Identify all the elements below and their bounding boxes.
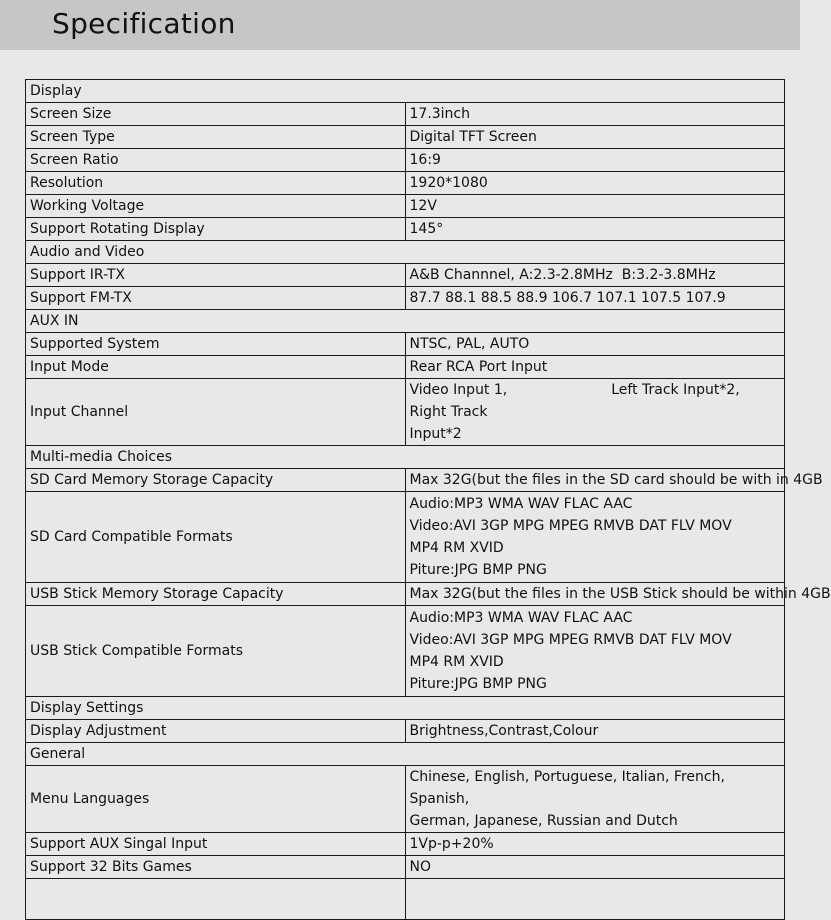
table-row: [26, 356, 785, 379]
working-voltage-value: 12V: [405, 195, 785, 218]
screen-type-label: Screen Type: [26, 126, 406, 149]
fm-tx-label: Support FM-TX: [26, 287, 406, 310]
sd-capacity-value: Max 32G(but the files in the SD card should be with in 4GB: [405, 469, 785, 492]
table-row: [26, 149, 785, 172]
usb-formats-audio: Audio:MP3 WMA WAV FLAC AAC: [409, 610, 633, 626]
ir-tx-label: Support IR-TX: [26, 264, 406, 287]
section-multimedia: Multi-media Choices: [26, 446, 785, 469]
input-channel-video: Video Input 1,: [409, 382, 508, 398]
section-general: General: [26, 743, 785, 766]
aux-signal-label: Support AUX Singal Input: [26, 833, 406, 856]
usb-capacity-value: Max 32G(but the files in the USB Stick should be within 4GB: [405, 583, 785, 606]
menu-languages-line-2: German, Japanese, Russian and Dutch: [409, 813, 678, 829]
table-row: [26, 333, 785, 356]
section-display-settings: Display Settings: [26, 697, 785, 720]
section-row: [26, 446, 785, 469]
table-row: [26, 492, 785, 583]
working-voltage-label: Working Voltage: [26, 195, 406, 218]
menu-languages-label: Menu Languages: [26, 766, 406, 833]
specification-table: [25, 79, 831, 920]
supported-system-label: Supported System: [26, 333, 406, 356]
input-channel-line-2: Input*2: [409, 426, 462, 442]
table-row: [26, 195, 785, 218]
section-row: [26, 80, 785, 103]
input-channel-tracks: Left Track Input*2, Right Track: [409, 382, 740, 420]
table-row: [26, 379, 785, 446]
table-row: [26, 606, 785, 697]
table-row: [26, 856, 785, 879]
sd-formats-audio: Audio:MP3 WMA WAV FLAC AAC: [409, 496, 633, 512]
input-channel-label: Input Channel: [26, 379, 406, 446]
table-row: [26, 287, 785, 310]
section-display: Display: [26, 80, 785, 103]
games-label: Support 32 Bits Games: [26, 856, 406, 879]
display-adjustment-value: Brightness,Contrast,Colour: [405, 720, 785, 743]
usb-formats-video: Video:AVI 3GP MPG MPEG RMVB DAT FLV MOV: [409, 632, 732, 648]
sd-formats-value: [405, 492, 785, 583]
resolution-label: Resolution: [26, 172, 406, 195]
screen-size-value: 17.3inch: [405, 103, 785, 126]
input-channel-value: [405, 379, 785, 446]
rotating-display-value: 145°: [405, 218, 785, 241]
sd-formats-video-2: MP4 RM XVID: [409, 540, 504, 556]
ir-tx-value: A&B Channnel, A:2.3-2.8MHz B:3.2-3.8MHz: [405, 264, 785, 287]
usb-formats-video-2: MP4 RM XVID: [409, 654, 504, 670]
supported-system-value: NTSC, PAL, AUTO: [405, 333, 785, 356]
screen-type-value: Digital TFT Screen: [405, 126, 785, 149]
table-row: [26, 218, 785, 241]
resolution-value: 1920*1080: [405, 172, 785, 195]
header-bar: [0, 0, 800, 50]
usb-formats-label: USB Stick Compatible Formats: [26, 606, 406, 697]
screen-size-label: Screen Size: [26, 103, 406, 126]
screen-ratio-value: 16:9: [405, 149, 785, 172]
table-row: [26, 720, 785, 743]
fm-tx-value: 87.7 88.1 88.5 88.9 106.7 107.1 107.5 107.9: [405, 287, 785, 310]
section-row: [26, 310, 785, 333]
usb-formats-value: [405, 606, 785, 697]
section-aux-in: AUX IN: [26, 310, 785, 333]
rotating-display-label: Support Rotating Display: [26, 218, 406, 241]
input-channel-line-1: [410, 379, 781, 423]
table-row: [26, 172, 785, 195]
table-row: [26, 766, 785, 833]
aux-signal-value: 1Vp-p+20%: [405, 833, 785, 856]
table-row: [26, 833, 785, 856]
table-row: [26, 264, 785, 287]
menu-languages-value: [405, 766, 785, 833]
input-mode-label: Input Mode: [26, 356, 406, 379]
screen-ratio-label: Screen Ratio: [26, 149, 406, 172]
footer-cell-left: [26, 879, 406, 920]
display-adjustment-label: Display Adjustment: [26, 720, 406, 743]
games-value: NO: [405, 856, 785, 879]
footer-cell-right: [405, 879, 785, 920]
sd-formats-picture: Piture:JPG BMP PNG: [409, 562, 547, 578]
usb-capacity-label: USB Stick Memory Storage Capacity: [26, 583, 406, 606]
sd-formats-video: Video:AVI 3GP MPG MPEG RMVB DAT FLV MOV: [409, 518, 732, 534]
table-footer-row: [26, 879, 785, 920]
sd-capacity-label: SD Card Memory Storage Capacity: [26, 469, 406, 492]
usb-formats-picture: Piture:JPG BMP PNG: [409, 676, 547, 692]
menu-languages-line-1: Chinese, English, Portuguese, Italian, French, Spanish,: [409, 769, 725, 807]
section-audio-video: Audio and Video: [26, 241, 785, 264]
sd-formats-label: SD Card Compatible Formats: [26, 492, 406, 583]
table-row: [26, 126, 785, 149]
page-title: Specification: [52, 7, 236, 40]
section-row: [26, 697, 785, 720]
input-mode-value: Rear RCA Port Input: [405, 356, 785, 379]
section-row: [26, 743, 785, 766]
section-row: [26, 241, 785, 264]
table-row: [26, 469, 785, 492]
table-row: [26, 583, 785, 606]
table-row: [26, 103, 785, 126]
